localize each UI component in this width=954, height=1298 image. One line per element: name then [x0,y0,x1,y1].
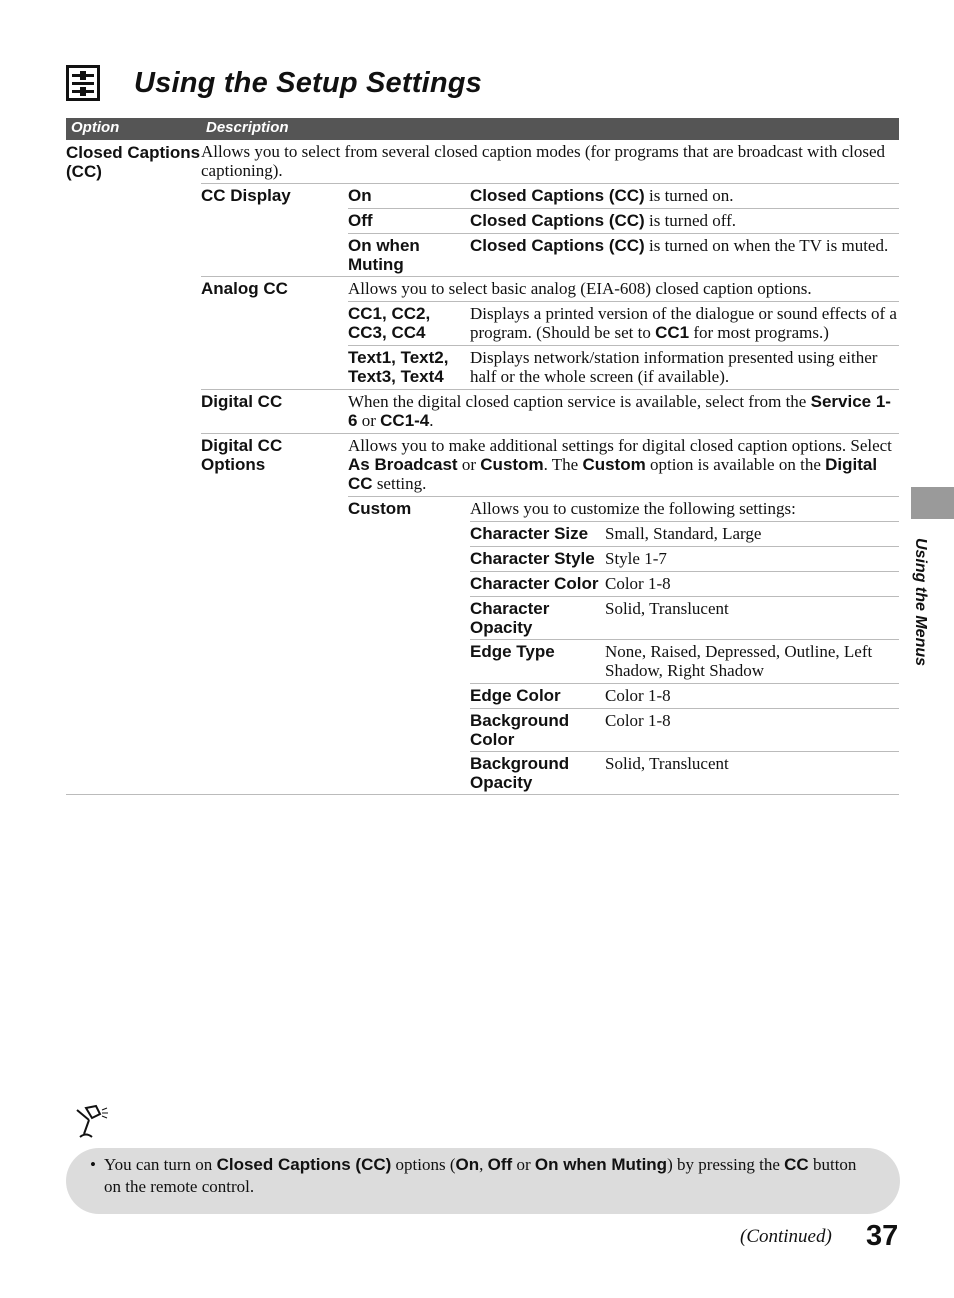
setting-row [470,572,899,597]
digital-cc-bold: CC1-4 [380,411,430,430]
digital-cc-bold: Service 1-6 [348,392,891,430]
cc-display-option-off [348,209,899,234]
setting-name: Background Color [470,711,570,749]
setting-value: Style 1-7 [605,549,667,568]
dcco-bold: Custom [480,455,544,474]
setting-value: Solid, Translucent [605,754,729,773]
continued-note: (Continued) [740,1226,832,1247]
setting-row [470,709,899,752]
dcco-text: Allows you to make additional settings for digital closed caption options. Select [348,436,892,455]
column-header-option: Option [71,119,120,136]
closed-captions-description: Allows you to select from several closed caption modes (for programs that are broadcast with closed captioning). [201,140,899,184]
setting-name: Edge Color [470,686,561,705]
dcco-text: option is available on the [645,455,826,474]
hint-segment: button on the remote control. [104,1155,857,1196]
setting-name: Character Size [470,524,589,543]
settings-table [66,118,899,795]
setting-row [470,640,899,684]
dcco-bold: As Broadcast [348,455,458,474]
hint-segment: ) by pressing the [667,1155,785,1174]
page-number: 37 [866,1220,899,1252]
setting-row [470,547,899,572]
option-text: Displays network/station information presented using either half or the whole screen (if available). [470,348,878,386]
hint-bold: CC [784,1155,809,1174]
dcco-text: setting. [372,474,427,493]
option-text: is turned on. [644,186,734,205]
hint-segment: , [479,1155,488,1174]
custom-label: Custom [348,499,412,518]
side-tab-marker [911,487,954,519]
side-tab-label [909,538,931,690]
option-text: is turned on when the TV is muted. [644,236,889,255]
analog-cc-description: Allows you to select basic analog (EIA-608) closed caption options. [348,277,899,302]
setting-name: Character Style [470,549,595,568]
setting-name: Character Color [470,574,599,593]
digital-cc-row [201,390,899,434]
setup-icon [66,65,100,101]
analog-cc-option-cc1 [348,302,899,346]
dcco-bold: Custom [582,455,646,474]
option-text: Displays a printed version of the dialogue or sound effects of a program. (Should be set to [470,304,897,342]
setting-row [470,752,899,794]
digital-cc-text: or [357,411,381,430]
hint-bold: Closed Captions (CC) [216,1155,392,1174]
setting-value: Color 1-8 [605,686,671,705]
digital-cc-text: When the digital closed caption service is available, select from the [348,392,811,411]
option-bold: CC1 [655,323,690,342]
digital-cc-options-row [201,434,899,794]
cc-display-option-on [348,184,899,209]
table-header [66,118,899,140]
option-bold: Closed Captions (CC) [470,236,645,255]
setting-value: Solid, Translucent [605,599,729,618]
hint-box [66,1148,900,1214]
setting-row [470,597,899,640]
option-label: Off [348,211,373,230]
section-heading [66,62,482,104]
analog-cc-label: Analog CC [201,279,288,298]
digital-cc-text: . [429,411,434,430]
digital-cc-options-description [348,434,899,497]
option-label: On [348,186,372,205]
hint-bullet: • [90,1155,96,1174]
option-bold: Closed Captions (CC) [470,186,645,205]
hint-segment: or [512,1155,535,1174]
custom-row [348,497,899,794]
digital-cc-label: Digital CC [201,392,283,411]
analog-cc-option-text1 [348,346,899,389]
analog-cc-row [201,277,899,390]
setting-name: Background Opacity [470,754,570,792]
page-title: Using the Setup Settings [134,66,482,99]
setting-row [470,684,899,709]
cc-display-option-on-when-muting [348,234,899,276]
setting-value: Color 1-8 [605,711,671,730]
setting-name: Character Opacity [470,599,550,637]
setting-value: None, Raised, Depressed, Outline, Left Shadow, Right Shadow [605,642,873,680]
dcco-text: . The [543,455,583,474]
setting-name: Edge Type [470,642,555,661]
cc-display-row [201,184,899,277]
hint-text [90,1154,874,1198]
dcco-bold: Digital CC [348,455,878,493]
side-tab-text: Using the Menus [912,538,929,667]
setting-row [470,522,899,547]
custom-description: Allows you to customize the following settings: [470,497,899,522]
hint-lamp-icon [72,1104,110,1140]
digital-cc-options-label: Digital CC Options [201,436,283,474]
option-label: CC1, CC2, CC3, CC4 [348,304,431,342]
setting-value: Color 1-8 [605,574,671,593]
option-closed-captions: Closed Captions (CC) [66,143,201,181]
hint-bold: On when Muting [534,1155,668,1174]
option-label: On when Muting [348,236,420,274]
cc-display-label: CC Display [201,186,291,205]
column-header-description: Description [206,119,289,136]
option-label: Text1, Text2, Text3, Text4 [348,348,449,386]
option-text: is turned off. [644,211,737,230]
option-bold: Closed Captions (CC) [470,211,645,230]
hint-bold: Off [487,1155,513,1174]
option-text: for most programs.) [689,323,829,342]
hint-bold: On [455,1155,480,1174]
setting-value: Small, Standard, Large [605,524,762,543]
hint-segment: options ( [391,1155,456,1174]
hint-segment: You can turn on [104,1155,217,1174]
dcco-text: or [457,455,481,474]
